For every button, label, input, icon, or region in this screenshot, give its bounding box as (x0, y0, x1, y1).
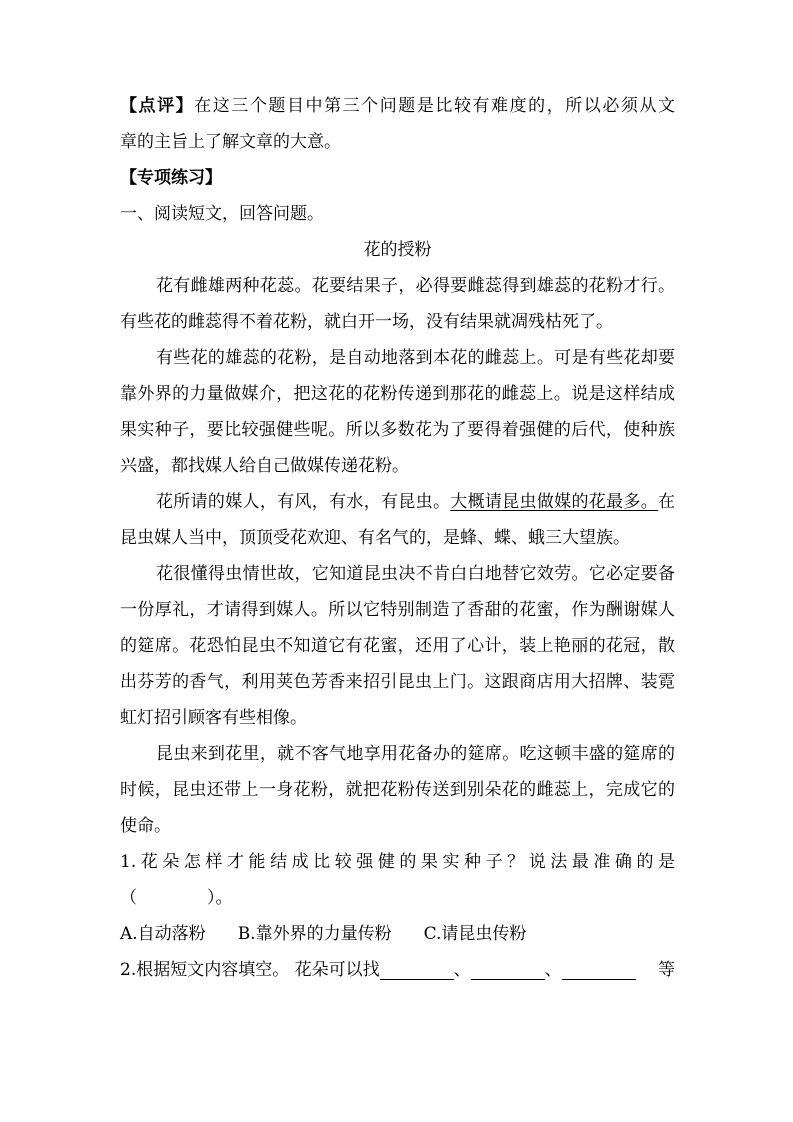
question-1-answer-line (120, 880, 675, 916)
q1-option-c[interactable]: C.请昆虫传粉 (423, 924, 527, 944)
q2-sep-1: 、 (453, 960, 471, 980)
q2-prefix: 2.根据短文内容填空。 花朵可以找 (120, 960, 380, 980)
comment-label: 【点评】 (120, 96, 195, 116)
question-2-line (120, 952, 675, 988)
passage-paragraph-4: 花很懂得虫情世故，它知道昆虫决不肯白白地替它效劳。它必定要备一份厚礼，才请得到媒人。所以它特别制造了香甜的花蜜，作为酬谢媒人的筵席。花恐怕昆虫不知道它有花蜜，还用了心计，装上艳丽的花冠，散出芬芳的香气，利用荚色芳香来招引昆虫上门。这跟商店用大招牌、装霓虹灯招引顾客有些相像。 (120, 564, 675, 728)
section-title: 一、阅读短文，回答问题。 (120, 204, 324, 224)
question-1-line-1: 1.花朵怎样才能结成比较强健的果实种子？说法最准确的是 (120, 852, 675, 872)
passage-paragraph-3 (120, 484, 675, 556)
q2-sep-2: 、 (544, 960, 562, 980)
passage-paragraph-5: 昆虫来到花里，就不客气地享用花备办的筵席。吃这顿丰盛的筵席的时候，昆虫还带上一身花粉，就把花粉传送到别朵花的雌蕊上，完成它的使命。 (120, 744, 675, 836)
comment-text-1: 在这三个题目中第三个问题是比较有难度的，所以必须从文 (194, 96, 676, 116)
document-page (120, 88, 675, 988)
passage-title: 花的授粉 (363, 240, 432, 260)
p3-text-before: 花所请的媒人，有风，有水，有昆虫。 (156, 492, 451, 512)
question-1-options (120, 916, 675, 952)
q2-blank-1[interactable] (380, 957, 454, 980)
q1-paren-close: ）。 (207, 888, 233, 908)
q1-option-a[interactable]: A.自动落粉 (120, 924, 206, 944)
p3-underlined-sentence: 大概请昆虫做媒的花最多。 (450, 492, 659, 512)
q2-blank-2[interactable] (471, 957, 545, 980)
q1-option-b[interactable]: B.靠外界的力量传粉 (237, 924, 392, 944)
p3-text-after: 在昆虫媒人当中，顶顶受花欢迎、有名气的，是蜂、蝶、蛾三大望族。 (120, 492, 676, 548)
passage-paragraph-1: 花有雌雄两种花蕊。花要结果子，必得要雌蕊得到雄蕊的花粉才行。有些花的雌蕊得不着花粉，就白开一场，没有结果就凋残枯死了。 (120, 276, 675, 332)
q2-blank-3[interactable] (562, 957, 636, 980)
practice-heading: 【专项练习】 (120, 168, 222, 188)
q1-paren-open: （ (120, 888, 137, 908)
passage-paragraph-2: 有些花的雄蕊的花粉，是自动地落到本花的雌蕊上。可是有些花却要靠外界的力量做媒介，把这花的花粉传递到那花的雌蕊上。说是这样结成果实种子，要比较强健些呢。所以多数花为了要得着强健的后代，使种族兴盛，都找媒人给自己做媒传递花粉。 (120, 348, 675, 476)
comment-line-1 (120, 88, 675, 124)
q2-suffix: 等 (658, 960, 675, 980)
comment-line-2: 章的主旨上了解文章的大意。 (120, 132, 341, 152)
